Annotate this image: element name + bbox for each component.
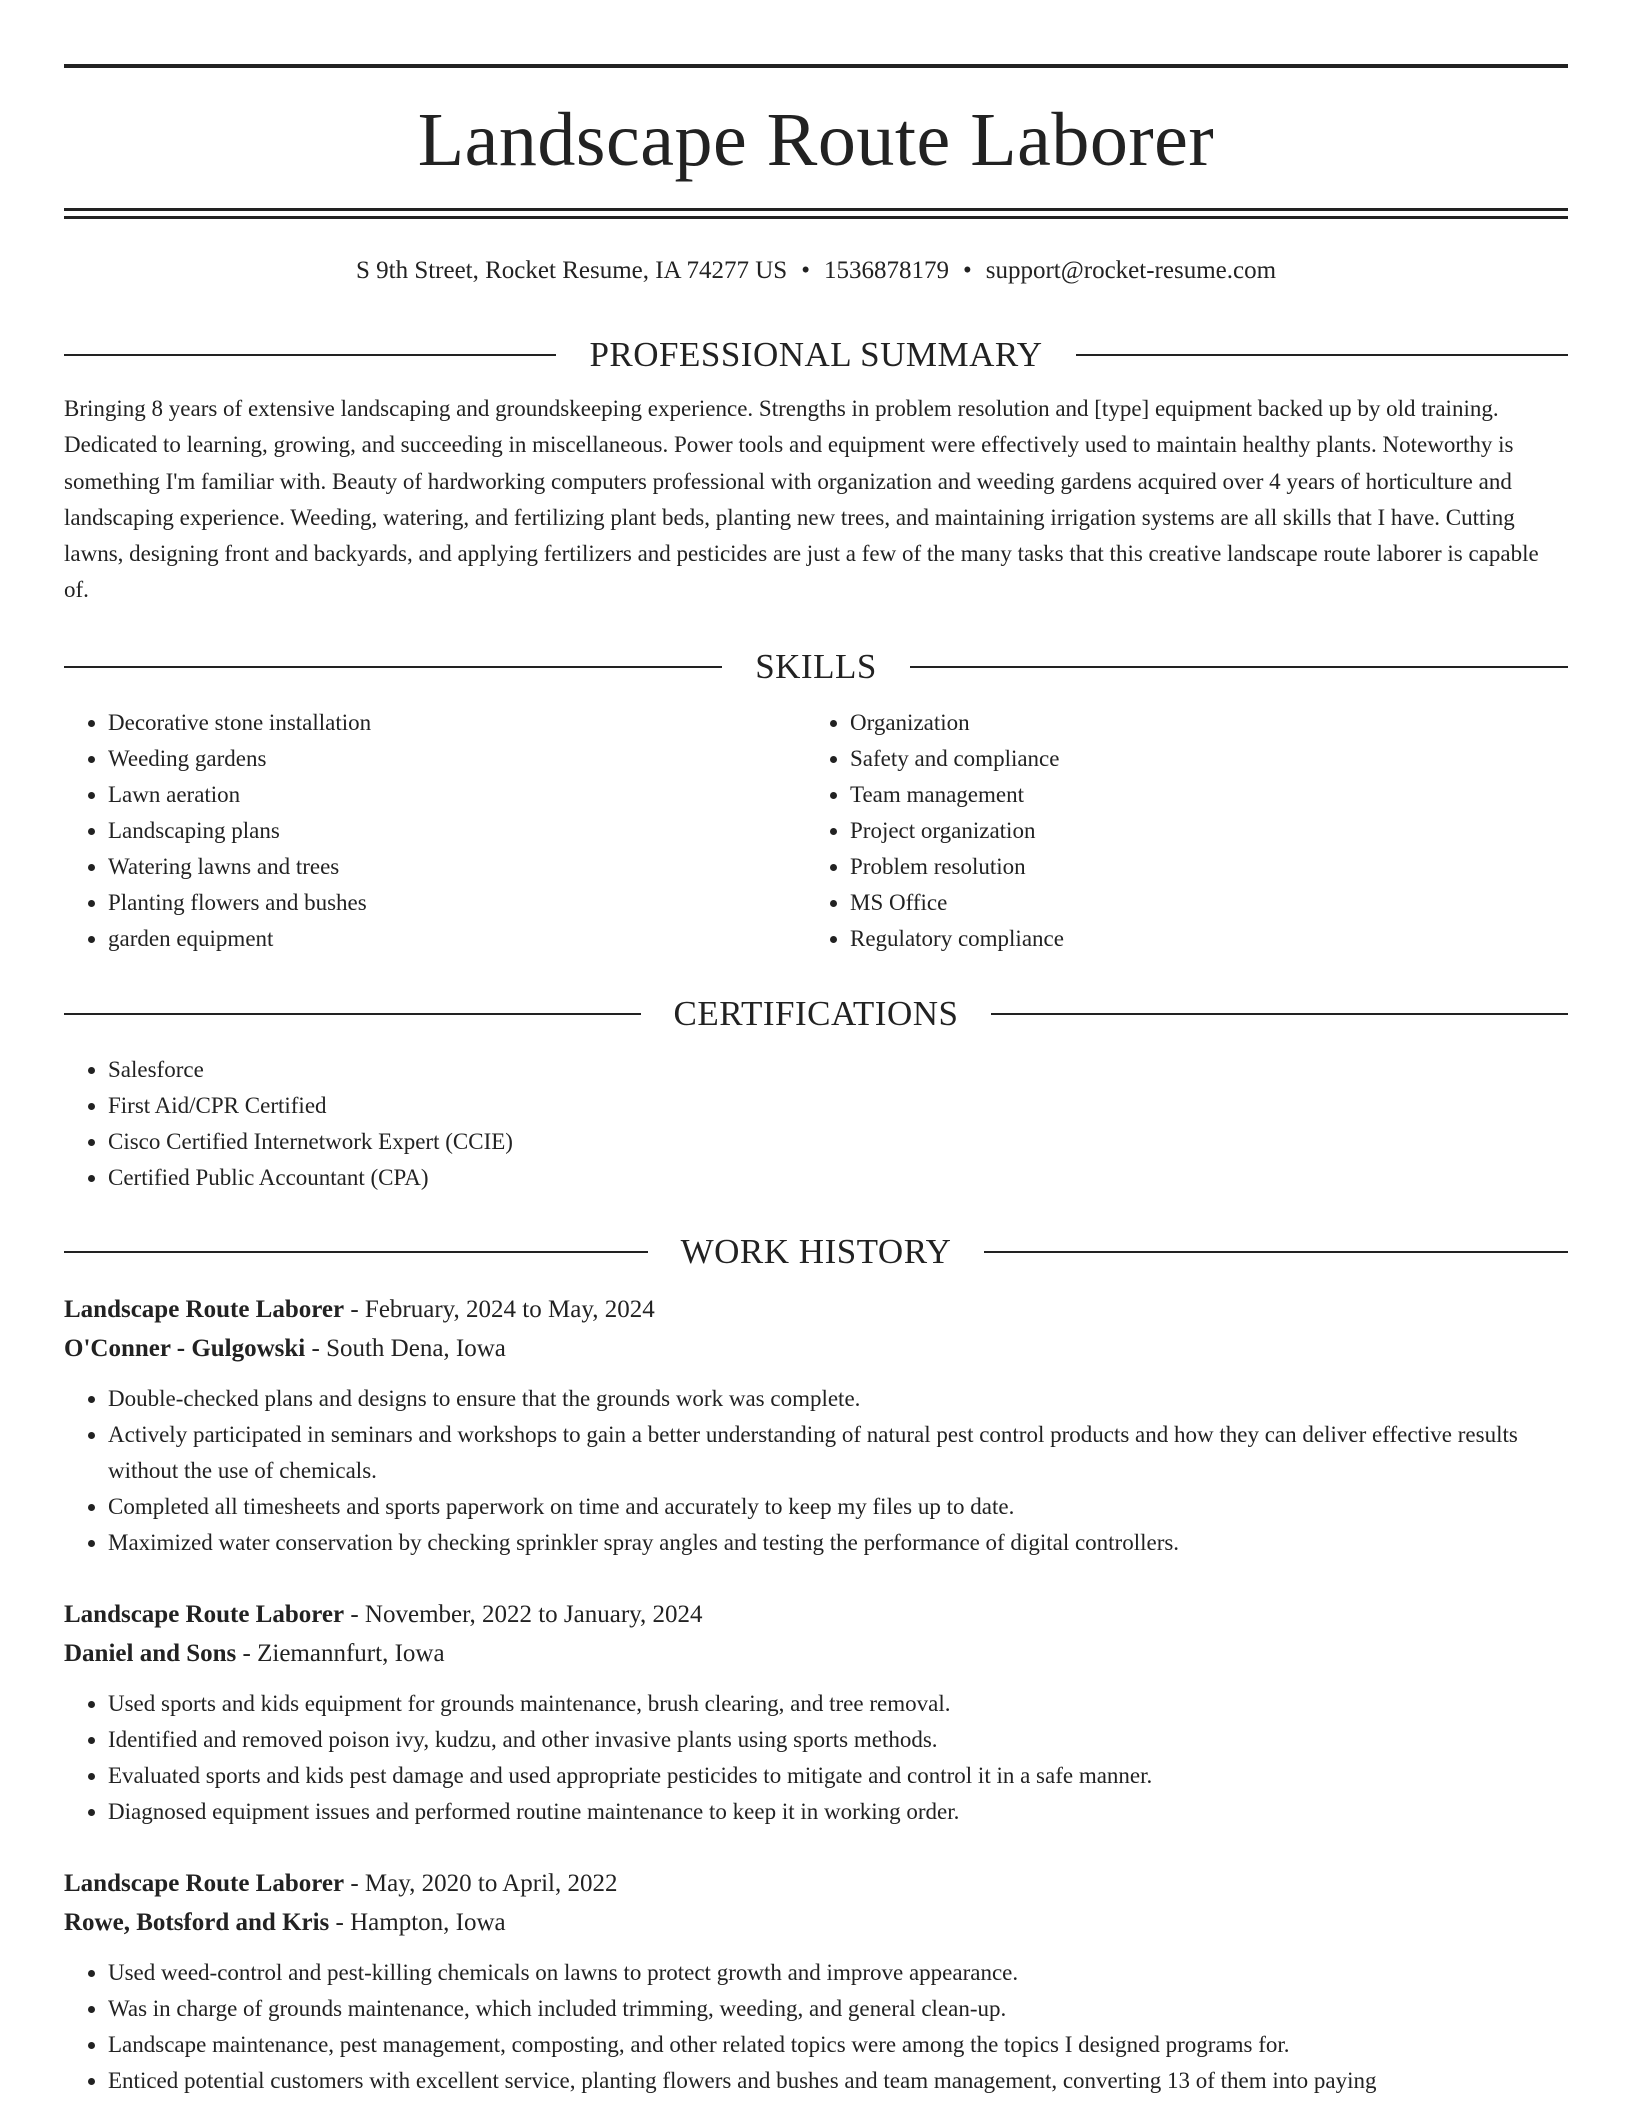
job-location: - Hampton, Iowa bbox=[329, 1909, 506, 1936]
job-title-line bbox=[64, 1290, 1568, 1329]
job-title: Landscape Route Laborer bbox=[64, 1870, 345, 1897]
job-dates: - May, 2020 to April, 2022 bbox=[344, 1870, 618, 1897]
heading-rule bbox=[64, 1013, 641, 1015]
contact-address: S 9th Street, Rocket Resume, IA 74277 US bbox=[355, 257, 788, 284]
skills-left-column bbox=[64, 705, 806, 957]
section-heading bbox=[64, 992, 1568, 1036]
heading-rule bbox=[64, 1251, 648, 1253]
work-history-section bbox=[64, 1230, 1568, 2099]
job-duty: • Enticed potential customers with excellent service, planting flowers and bushes and team management, converting 13 of them into paying bbox=[108, 2063, 1568, 2099]
job-location: - South Dena, Iowa bbox=[305, 1335, 506, 1362]
job-company: O'Conner - Gulgowski bbox=[64, 1335, 306, 1362]
skill-item: • Lawn aeration bbox=[108, 777, 806, 813]
job-duty: • Identified and removed poison ivy, kudzu, and other invasive plants using sports methods. bbox=[108, 1722, 1568, 1758]
job-title-line bbox=[64, 1595, 1568, 1634]
contact-separator: • bbox=[801, 257, 810, 284]
skills-section bbox=[64, 645, 1568, 957]
skill-item: • Planting flowers and bushes bbox=[108, 885, 806, 921]
job-company: Rowe, Botsford and Kris bbox=[64, 1909, 330, 1936]
job-company-line bbox=[64, 1634, 1568, 1673]
section-heading bbox=[64, 333, 1568, 377]
skill-item: • Safety and compliance bbox=[850, 741, 1548, 777]
job-duty: • Was in charge of grounds maintenance, which included trimming, weeding, and general clean-up. bbox=[108, 1991, 1568, 2027]
skill-item: • Weeding gardens bbox=[108, 741, 806, 777]
section-heading bbox=[64, 1230, 1568, 1274]
skill-item: • MS Office bbox=[850, 885, 1548, 921]
job-entry bbox=[64, 1595, 1568, 1830]
section-title: PROFESSIONAL SUMMARY bbox=[589, 335, 1043, 374]
job-duty: • Used weed-control and pest-killing chemicals on lawns to protect growth and improve appearance. bbox=[108, 1955, 1568, 1991]
job-duty: • Maximized water conservation by checking sprinkler spray angles and testing the performance of digital controllers. bbox=[108, 1525, 1568, 1561]
job-dates: - February, 2024 to May, 2024 bbox=[344, 1296, 655, 1323]
job-title-line bbox=[64, 1864, 1568, 1903]
skill-item: • Landscaping plans bbox=[108, 813, 806, 849]
job-duty: • Landscape maintenance, pest management, composting, and other related topics were among the topics I designed programs for. bbox=[108, 2027, 1568, 2063]
skill-item: • Problem resolution bbox=[850, 849, 1548, 885]
heading-rule bbox=[1076, 354, 1568, 356]
skill-item: • Decorative stone installation bbox=[108, 705, 806, 741]
job-duties-list bbox=[64, 1955, 1568, 2099]
skills-right-column bbox=[806, 705, 1548, 957]
job-duties-list bbox=[64, 1381, 1568, 1561]
job-duty: • Completed all timesheets and sports paperwork on time and accurately to keep my files up to date. bbox=[108, 1489, 1568, 1525]
job-duty: • Evaluated sports and kids pest damage and used appropriate pesticides to mitigate and control it in a safe manner. bbox=[108, 1758, 1568, 1794]
certification-item: • First Aid/CPR Certified bbox=[108, 1088, 1568, 1124]
job-duties-list bbox=[64, 1686, 1568, 1830]
summary-section bbox=[64, 333, 1568, 609]
contact-separator: • bbox=[962, 257, 972, 284]
job-location: - Ziemannfurt, Iowa bbox=[236, 1640, 445, 1667]
section-heading bbox=[64, 645, 1568, 689]
job-duty: • Actively participated in seminars and workshops to gain a better understanding of natural pest control products and how they can deliver effective results without the use of chemicals. bbox=[108, 1417, 1568, 1489]
heading-rule bbox=[64, 666, 722, 668]
job-entry bbox=[64, 1290, 1568, 1561]
skill-item: • Organization bbox=[850, 705, 1548, 741]
skill-item: • garden equipment bbox=[108, 921, 806, 957]
job-title: Landscape Route Laborer bbox=[64, 1601, 345, 1628]
job-duty: • Diagnosed equipment issues and performed routine maintenance to keep it in working order. bbox=[108, 1794, 1568, 1830]
heading-rule bbox=[910, 666, 1568, 668]
skill-item: • Regulatory compliance bbox=[850, 921, 1548, 957]
job-company-line bbox=[64, 1329, 1568, 1368]
certification-item: • Certified Public Accountant (CPA) bbox=[108, 1160, 1568, 1196]
job-dates: - November, 2022 to January, 2024 bbox=[344, 1601, 703, 1628]
resume-title: Landscape Route Laborer bbox=[417, 98, 1215, 182]
job-duty: • Used sports and kids equipment for grounds maintenance, brush clearing, and tree removal. bbox=[108, 1686, 1568, 1722]
title-rule-lower bbox=[64, 216, 1568, 219]
heading-rule bbox=[64, 354, 556, 356]
summary-text: Bringing 8 years of extensive landscaping and groundskeeping experience. Strengths in problem resolution and [type] equipment backed up by old training. Dedicated to learning, growing, and succeeding in miscellaneous. Power tools and equipment were effectively used to maintain healthy plants. Noteworthy is something I'm familiar with. Beauty of hardworking computers professional with organization and weeding gardens acquired over 4 years of horticulture and landscaping experience. Weeding, watering, and fertilizing plant beds, planting new trees, and maintaining irrigation systems are all skills that I have. Cutting lawns, designing front and backyards, and applying fertilizers and pesticides are just a few of the many tasks that this creative landscape route laborer is capable of. bbox=[64, 396, 1539, 603]
job-title: Landscape Route Laborer bbox=[64, 1296, 345, 1323]
certification-item: • Cisco Certified Internetwork Expert (CCIE) bbox=[108, 1124, 1568, 1160]
skills-list bbox=[806, 705, 1548, 957]
skill-item: • Team management bbox=[850, 777, 1548, 813]
section-title: WORK HISTORY bbox=[680, 1232, 952, 1271]
skills-list bbox=[64, 705, 806, 957]
skill-item: • Project organization bbox=[850, 813, 1548, 849]
job-entry bbox=[64, 1864, 1568, 2099]
contact-line bbox=[64, 256, 1568, 286]
skill-item: • Watering lawns and trees bbox=[108, 849, 806, 885]
job-company-line bbox=[64, 1903, 1568, 1942]
section-title: CERTIFICATIONS bbox=[673, 994, 959, 1033]
title-rule-upper bbox=[64, 208, 1568, 211]
job-duty: • Double-checked plans and designs to ensure that the grounds work was complete. bbox=[108, 1381, 1568, 1417]
section-title: SKILLS bbox=[755, 647, 877, 686]
certification-item: • Salesforce bbox=[108, 1052, 1568, 1088]
certifications-list bbox=[64, 1052, 1568, 1196]
skills-columns bbox=[64, 705, 1568, 957]
contact-email[interactable]: support@rocket-resume.com bbox=[985, 257, 1277, 284]
contact-phone[interactable]: 1536878179 bbox=[823, 257, 949, 284]
heading-rule bbox=[984, 1251, 1568, 1253]
certifications-section bbox=[64, 992, 1568, 1196]
heading-rule bbox=[991, 1013, 1568, 1015]
top-rule bbox=[64, 64, 1568, 68]
job-company: Daniel and Sons bbox=[64, 1640, 237, 1667]
